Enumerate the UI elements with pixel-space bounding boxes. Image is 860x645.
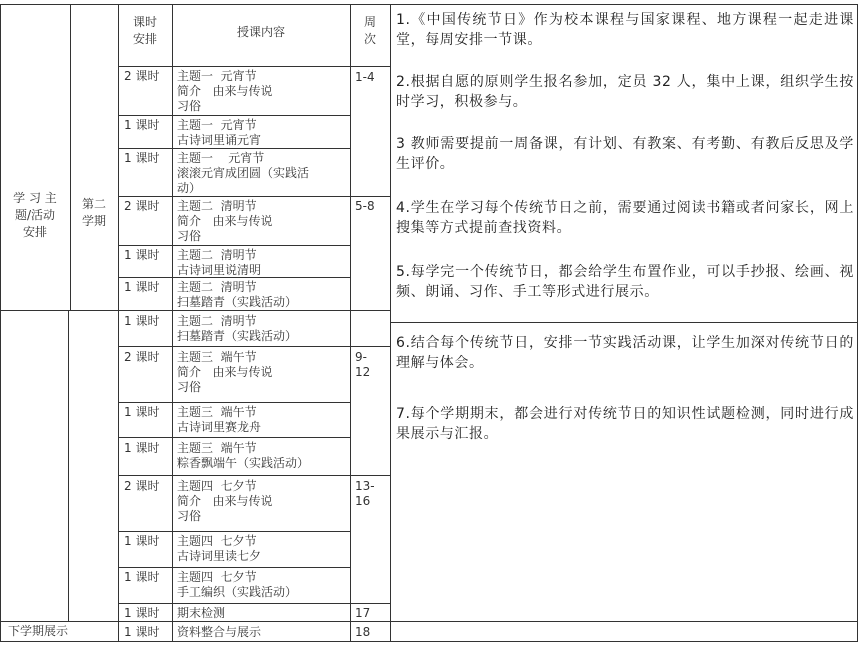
row-content: 期末检测 xyxy=(177,606,226,620)
note-item: 3 教师需要提前一周备课，有计划、有教案、有考勤、有教后反思及学生评价。 xyxy=(396,136,854,172)
row-hours: 1 课时 xyxy=(124,570,160,584)
row-hours: 1 课时 xyxy=(124,248,160,262)
table-line xyxy=(118,277,350,278)
table-line xyxy=(118,402,350,403)
table-line xyxy=(68,310,69,622)
content-header: 授课内容 xyxy=(236,25,285,39)
bottom-label: 下学期展示 xyxy=(8,624,69,638)
week-cell: 13- 16 xyxy=(355,479,375,508)
row-hours: 2 课时 xyxy=(124,350,160,364)
row-hours: 2 课时 xyxy=(124,199,160,213)
row-content: 主题三 端午节 简介 由来与传说 习俗 xyxy=(177,350,273,394)
note-item: 4.学生在学习每个传统节日之前，需要通过阅读书籍或者问家长，网上搜集等方式提前查找资料。 xyxy=(396,200,854,236)
note-item: 6.结合每个传统节日，安排一节实践活动课，让学生加深对传统节日的理解与体会。 xyxy=(396,335,854,371)
row-hours: 2 课时 xyxy=(124,479,160,493)
row-hours: 1 课时 xyxy=(124,118,160,132)
row-content: 主题二 清明节 古诗词里说清明 xyxy=(177,248,262,277)
table-line xyxy=(118,115,350,116)
row-content: 主题二 清明节 扫墓踏青（实践活动） xyxy=(177,280,298,309)
note-item: 1.《中国传统节日》作为校本课程与国家课程、地方课程一起走进课堂，每周安排一节课。 xyxy=(396,12,854,48)
note-item: 7.每个学期期末，都会进行对传统节日的知识性试题检测，同时进行成果展示与汇报。 xyxy=(396,406,854,442)
table-line xyxy=(172,4,173,642)
week-cell: 5-8 xyxy=(355,199,375,213)
week-cell: 9- 12 xyxy=(355,350,371,379)
term-label: 第二 学期 xyxy=(81,197,106,228)
table-border-top xyxy=(0,4,858,5)
table-line xyxy=(118,148,350,149)
table-line xyxy=(118,4,119,642)
note-item: 2.根据自愿的原则学生报名参加，定员 32 人，集中上课，组织学生按时学习，积极参与。 xyxy=(396,74,854,110)
row-hours: 1 课时 xyxy=(124,625,160,639)
row-content: 主题四 七夕节 古诗词里读七夕 xyxy=(177,534,262,563)
table-line xyxy=(390,322,858,323)
row-hours: 1 课时 xyxy=(124,280,160,294)
category-label: 学 习 主 题/活动 安排 xyxy=(13,191,57,239)
table-border-right xyxy=(857,4,858,642)
row-content: 主题四 七夕节 简介 由来与传说 习俗 xyxy=(177,479,273,523)
table-line xyxy=(118,531,350,532)
row-hours: 1 课时 xyxy=(124,405,160,419)
row-hours: 1 课时 xyxy=(124,314,160,328)
row-hours: 1 课时 xyxy=(124,606,160,620)
week-cell: 1-4 xyxy=(355,70,375,84)
table-line xyxy=(118,245,350,246)
row-content: 主题四 七夕节 手工编织（实践活动） xyxy=(177,570,298,599)
table-line xyxy=(118,437,350,438)
table-border-left xyxy=(0,4,1,642)
row-content: 主题三 端午节 古诗词里赛龙舟 xyxy=(177,405,262,434)
row-content: 主题三 端午节 粽香飘端午（实践活动） xyxy=(177,441,310,470)
table-line xyxy=(70,4,71,311)
row-content: 主题二 清明节 简介 由来与传说 习俗 xyxy=(177,199,273,243)
row-content: 主题一 元宵节 滚滚元宵成团圆（实践活 动） xyxy=(177,151,310,195)
row-content: 主题一 元宵节 古诗词里诵元宵 xyxy=(177,118,262,147)
row-content: 资料整合与展示 xyxy=(177,625,262,639)
row-content: 主题一 元宵节 简介 由来与传说 习俗 xyxy=(177,69,273,113)
table-line xyxy=(118,567,350,568)
week-header: 周 次 xyxy=(363,15,376,46)
week-cell: 18 xyxy=(355,625,371,639)
table-line xyxy=(0,310,390,311)
table-border-bottom xyxy=(0,641,858,642)
table-line xyxy=(0,621,858,622)
row-hours: 1 课时 xyxy=(124,534,160,548)
table-line xyxy=(390,4,391,642)
row-hours: 1 课时 xyxy=(124,151,160,165)
row-hours: 1 课时 xyxy=(124,441,160,455)
note-item: 5.每学完一个传统节日，都会给学生布置作业，可以手抄报、绘画、视频、朗诵、习作、手工等形式进行展示。 xyxy=(396,264,854,300)
hours-header: 课时 安排 xyxy=(132,15,157,46)
row-hours: 2 课时 xyxy=(124,69,160,83)
row-content: 主题二 清明节 扫墓踏青（实践活动） xyxy=(177,314,298,343)
table-line xyxy=(350,4,351,642)
week-cell: 17 xyxy=(355,606,371,620)
